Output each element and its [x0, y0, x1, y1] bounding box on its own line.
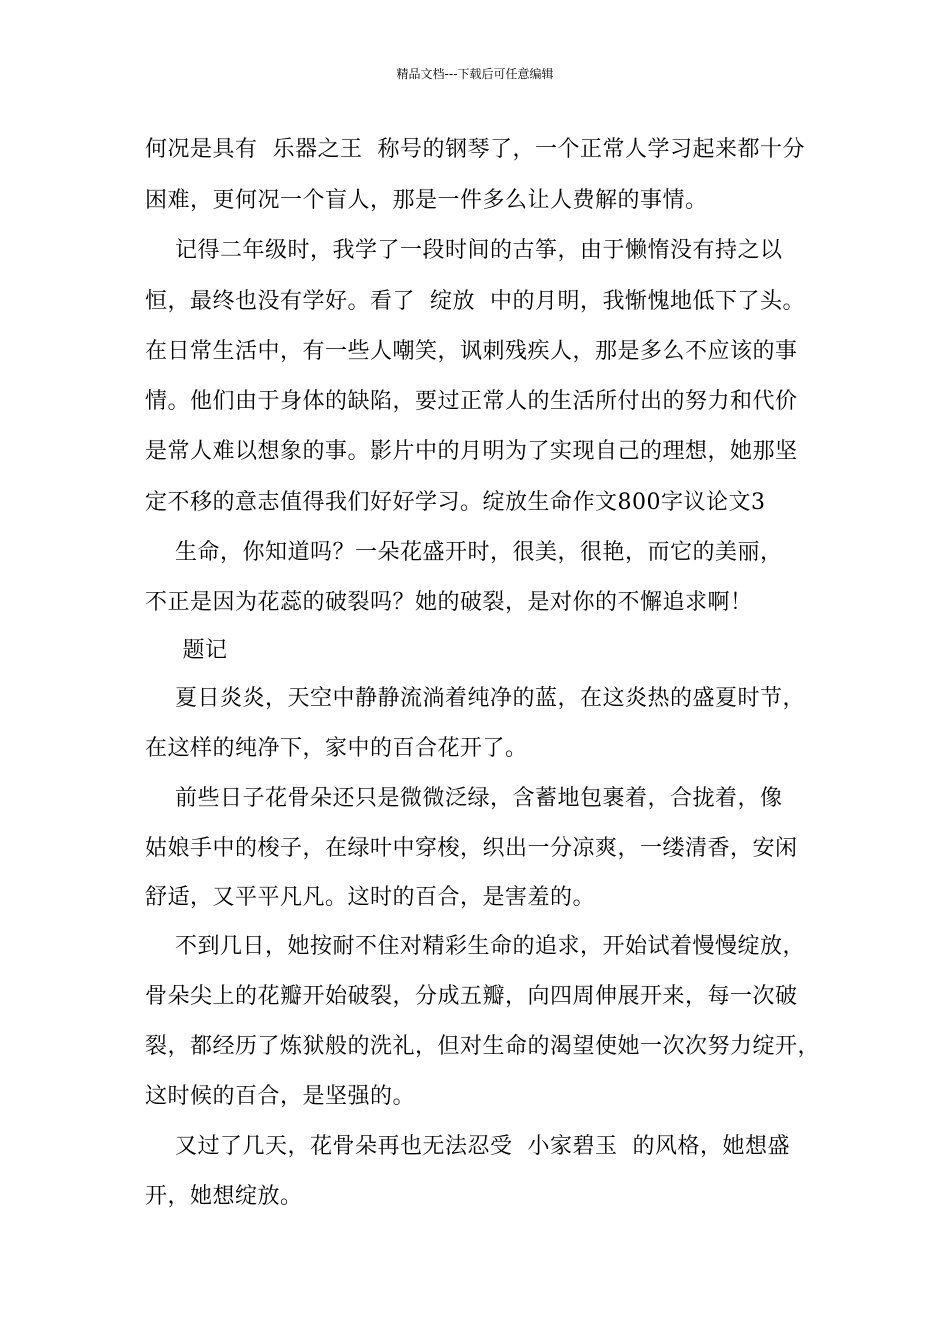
text-line: 前些日子花骨朵还只是微微泛绿，含蓄地包裹着，合拢着，像: [145, 786, 783, 811]
text-line: 又过了几天，花骨朵再也无法忍受 小家碧玉 的风格，她想盛: [145, 1134, 790, 1159]
text-line: 不正是因为花蕊的破裂吗？她的破裂，是对你的不懈追求啊！: [145, 590, 753, 615]
text-line: 困难，更何况一个盲人，那是一件多么让人费解的事情。: [145, 188, 708, 213]
text-line: 定不移的意志值得我们好好学习。绽放生命作文800字议论文3: [145, 490, 766, 515]
text-line: 这时候的百合，是坚强的。: [145, 1084, 416, 1109]
text-line: 不到几日，她按耐不住对精彩生命的追求，开始试着慢慢绽放，: [145, 934, 805, 959]
text-line: 舒适，又平平凡凡。这时的百合，是害羞的。: [145, 885, 596, 910]
text-line: 姑娘手中的梭子，在绿叶中穿梭，织出一分凉爽，一缕清香，安闲: [145, 836, 798, 861]
text-line: 开，她想绽放。: [145, 1184, 303, 1209]
text-line: 裂，都经历了炼狱般的洗礼，但对生命的渴望使她一次次努力绽开，: [145, 1034, 821, 1059]
page-header: 精品文档---下载后可任意编辑: [396, 67, 554, 81]
text-line: 骨朵尖上的花瓣开始破裂，分成五瓣，向四周伸展开来，每一次破: [145, 984, 798, 1009]
text-line: 恒，最终也没有学好。看了 绽放 中的月明，我惭愧地低下了头。: [145, 289, 805, 314]
text-line: 是常人难以想象的事。影片中的月明为了实现自己的理想，她那坚: [145, 439, 798, 464]
text-line: 在这样的纯净下，家中的百合花开了。: [145, 736, 528, 761]
text-line: 记得二年级时，我学了一段时间的古筝，由于懒惰没有持之以: [145, 238, 783, 263]
text-line: 何况是具有 乐器之王 称号的钢琴了，一个正常人学习起来都十分: [145, 137, 805, 162]
text-line: 在日常生活中，有一些人嘲笑，讽刺残疾人，那是多么不应该的事: [145, 339, 798, 364]
text-line: 题记: [145, 638, 228, 663]
text-line: 情。他们由于身体的缺陷，要过正常人的生活所付出的努力和代价: [145, 389, 798, 414]
text-line: 夏日炎炎，天空中静静流淌着纯净的蓝，在这炎热的盛夏时节，: [145, 686, 805, 711]
text-line: 生命，你知道吗？一朵花盛开时，很美，很艳，而它的美丽，: [145, 540, 783, 565]
